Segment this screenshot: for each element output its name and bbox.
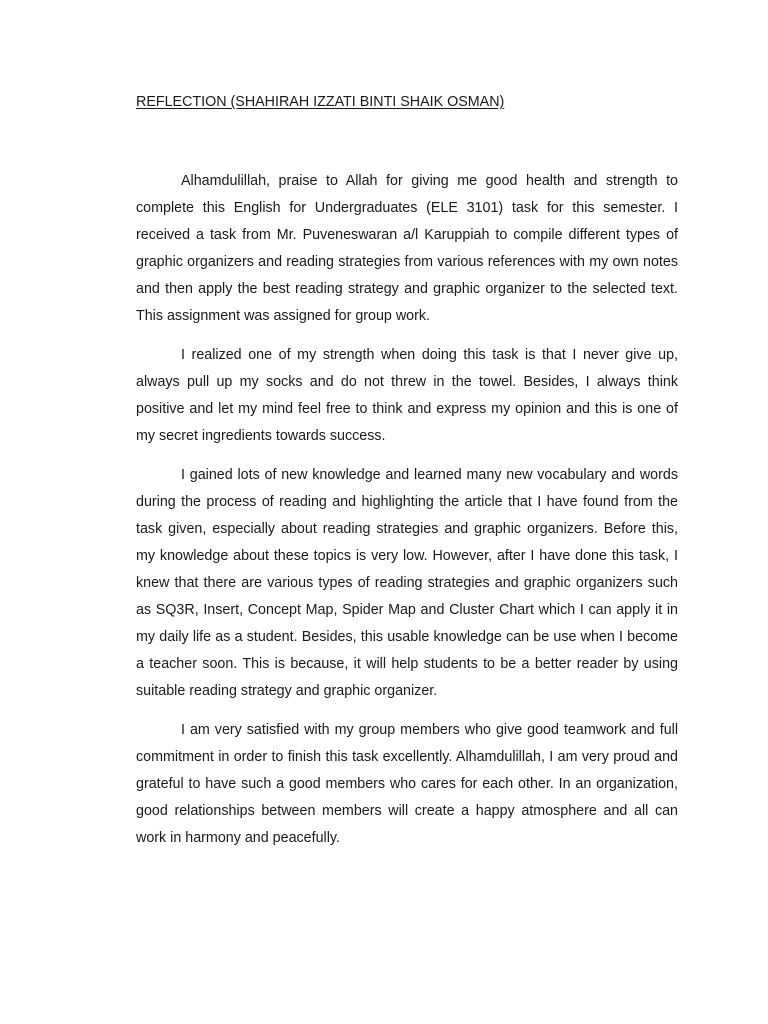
paragraph-1: Alhamdulillah, praise to Allah for giving me good health and strength to complete this English for Undergraduates (ELE 3101) task for this semester. I received a task from Mr. Puveneswaran a/l Karuppiah to compile different types of graphic organizers and reading strategies from various references with my own notes and then apply the best reading strategy and graphic organizer to the selected text. This assignment was assigned for group work.: [136, 173, 678, 324]
paragraph-4: I am very satisfied with my group members who give good teamwork and full commitment in order to finish this task excellently. Alhamdulillah, I am very proud and grateful to have such a good members who cares for each other. In an organization, good relationships between members will create a happy atmosphere and all can work in harmony and peacefully.: [136, 722, 678, 846]
paragraph-2: I realized one of my strength when doing this task is that I never give up, always pull up my socks and do not threw in the towel. Besides, I always think positive and let my mind feel free to think and express my opinion and this is one of my secret ingredients towards success.: [136, 347, 678, 444]
document-body: [136, 168, 678, 864]
page-title: REFLECTION (SHAHIRAH IZZATI BINTI SHAIK OSMAN): [136, 94, 505, 110]
paragraph-3: I gained lots of new knowledge and learned many new vocabulary and words during the process of reading and highlighting the article that I have found from the task given, especially about reading strategies and graphic organizers. Before this, my knowledge about these topics is very low. However, after I have done this task, I knew that there are various types of reading strategies and graphic organizers such as SQ3R, Insert, Concept Map, Spider Map and Cluster Chart which I can apply it in my daily life as a student. Besides, this usable knowledge can be use when I become a teacher soon. This is because, it will help students to be a better reader by using suitable reading strategy and graphic organizer.: [136, 467, 678, 699]
